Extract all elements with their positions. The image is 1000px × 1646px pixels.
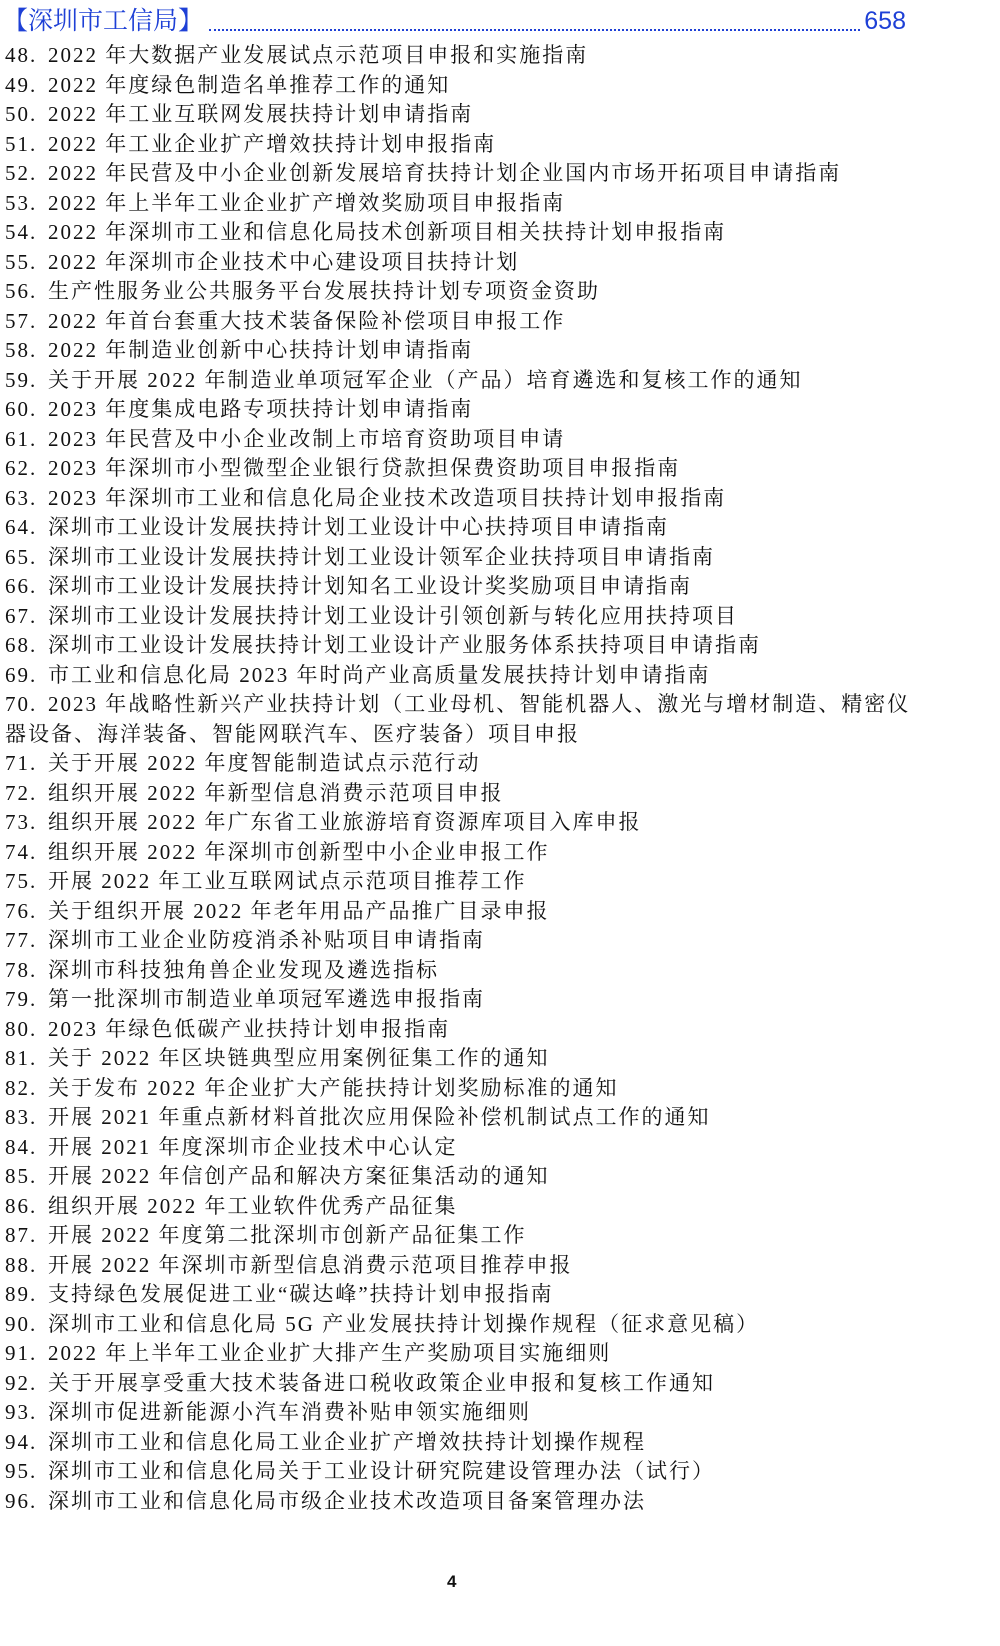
toc-item-number: 62. bbox=[5, 456, 38, 480]
toc-item-title: 深圳市促进新能源小汽车消费补贴申领实施细则 bbox=[48, 1400, 531, 1424]
toc-item bbox=[5, 484, 920, 514]
toc-item-title: 2022 年制造业创新中心扶持计划申请指南 bbox=[48, 338, 474, 362]
toc-item-number: 48. bbox=[5, 43, 38, 67]
toc-item-number: 49. bbox=[5, 72, 38, 97]
toc-item bbox=[5, 307, 920, 337]
toc-item-title: 深圳市科技独角兽企业发现及遴选指标 bbox=[48, 957, 439, 982]
toc-item-title: 深圳市工业和信息化局工业企业扩产增效扶持计划操作规程 bbox=[48, 1429, 646, 1454]
toc-item-number: 50. bbox=[5, 102, 38, 126]
toc-item-title: 生产性服务业公共服务平台发展扶持计划专项资金资助 bbox=[48, 279, 600, 303]
toc-item-title: 深圳市工业设计发展扶持计划工业设计引领创新与转化应用扶持项目 bbox=[48, 603, 738, 628]
toc-item bbox=[5, 1221, 920, 1251]
toc-item-number: 78. bbox=[5, 957, 38, 982]
toc-item-number: 53. bbox=[5, 190, 38, 215]
toc-item bbox=[5, 189, 920, 219]
toc-list bbox=[5, 41, 920, 1516]
toc-item-number: 64. bbox=[5, 515, 38, 539]
toc-item bbox=[5, 1133, 920, 1163]
toc-item bbox=[5, 100, 920, 130]
toc-item-number: 77. bbox=[5, 928, 38, 952]
toc-item-title: 2022 年工业互联网发展扶持计划申请指南 bbox=[48, 102, 474, 126]
toc-item bbox=[5, 1280, 920, 1310]
toc-item-title: 关于组织开展 2022 年老年用品产品推广目录申报 bbox=[48, 898, 550, 923]
toc-item bbox=[5, 41, 920, 71]
toc-item bbox=[5, 926, 920, 956]
toc-item-title: 开展 2022 年信创产品和解决方案征集活动的通知 bbox=[48, 1164, 550, 1188]
toc-item-title: 深圳市工业和信息化局市级企业技术改造项目备案管理办法 bbox=[48, 1488, 646, 1513]
toc-item bbox=[5, 602, 920, 632]
toc-item bbox=[5, 1428, 920, 1458]
toc-item-number: 60. bbox=[5, 397, 38, 421]
toc-item bbox=[5, 956, 920, 986]
toc-item-number: 88. bbox=[5, 1252, 38, 1277]
toc-item-title: 深圳市工业设计发展扶持计划工业设计中心扶持项目申请指南 bbox=[48, 515, 669, 539]
toc-item-title: 深圳市工业和信息化局关于工业设计研究院建设管理办法（试行） bbox=[48, 1459, 715, 1483]
toc-item bbox=[5, 1398, 920, 1428]
toc-item-title: 开展 2022 年工业互联网试点示范项目推荐工作 bbox=[48, 869, 527, 893]
toc-item-number: 51. bbox=[5, 131, 38, 156]
toc-item-title: 组织开展 2022 年新型信息消费示范项目申报 bbox=[48, 780, 504, 805]
toc-item-number: 70. bbox=[5, 692, 38, 716]
toc-item-number: 61. bbox=[5, 426, 38, 451]
toc-item-title: 开展 2021 年重点新材料首批次应用保险补偿机制试点工作的通知 bbox=[48, 1105, 711, 1129]
toc-item-title: 开展 2021 年度深圳市企业技术中心认定 bbox=[48, 1134, 458, 1159]
toc-item-title: 开展 2022 年深圳市新型信息消费示范项目推荐申报 bbox=[48, 1252, 573, 1277]
toc-item bbox=[5, 1044, 920, 1074]
toc-item bbox=[5, 1103, 920, 1133]
toc-item bbox=[5, 1162, 920, 1192]
toc-item bbox=[5, 277, 920, 307]
toc-item bbox=[5, 1487, 920, 1517]
toc-item-title: 市工业和信息化局 2023 年时尚产业高质量发展扶持计划申请指南 bbox=[48, 662, 711, 687]
toc-item-number: 94. bbox=[5, 1429, 38, 1454]
toc-item-number: 91. bbox=[5, 1341, 38, 1365]
toc-item bbox=[5, 1369, 920, 1399]
toc-item-number: 93. bbox=[5, 1400, 38, 1424]
toc-item-title: 深圳市工业设计发展扶持计划知名工业设计奖奖励项目申请指南 bbox=[48, 574, 692, 598]
toc-item bbox=[5, 1339, 920, 1369]
toc-item-number: 74. bbox=[5, 839, 38, 864]
toc-item bbox=[5, 336, 920, 366]
toc-item-number: 72. bbox=[5, 780, 38, 805]
toc-item-title: 2022 年上半年工业企业扩大排产生产奖励项目实施细则 bbox=[48, 1341, 612, 1365]
toc-item-number: 68. bbox=[5, 633, 38, 657]
toc-item-number: 81. bbox=[5, 1046, 38, 1070]
toc-item bbox=[5, 572, 920, 602]
toc-item-number: 52. bbox=[5, 161, 38, 185]
toc-item bbox=[5, 985, 920, 1015]
toc-item-number: 87. bbox=[5, 1223, 38, 1247]
toc-item-title: 2023 年民营及中小企业改制上市培育资助项目申请 bbox=[48, 426, 566, 451]
toc-item-title: 深圳市工业设计发展扶持计划工业设计领军企业扶持项目申请指南 bbox=[48, 544, 715, 569]
toc-item-number: 96. bbox=[5, 1488, 38, 1513]
toc-item-number: 79. bbox=[5, 987, 38, 1011]
page-number: 4 bbox=[447, 1572, 457, 1591]
toc-item-number: 84. bbox=[5, 1134, 38, 1159]
toc-item-title: 2023 年绿色低碳产业扶持计划申报指南 bbox=[48, 1016, 451, 1041]
toc-item-number: 69. bbox=[5, 662, 38, 687]
toc-item bbox=[5, 838, 920, 868]
toc-entry-label: 【深圳市工信局】 bbox=[3, 7, 204, 35]
toc-item bbox=[5, 454, 920, 484]
toc-item-title: 关于开展 2022 年制造业单项冠军企业（产品）培育遴选和复核工作的通知 bbox=[48, 367, 803, 392]
toc-item-number: 59. bbox=[5, 367, 38, 392]
toc-entry-page: 658 bbox=[864, 7, 906, 35]
toc-item-title: 2023 年度集成电路专项扶持计划申请指南 bbox=[48, 397, 474, 421]
toc-item-number: 92. bbox=[5, 1370, 38, 1395]
toc-item bbox=[5, 867, 920, 897]
toc-item bbox=[5, 1310, 920, 1340]
toc-item-title: 组织开展 2022 年广东省工业旅游培育资源库项目入库申报 bbox=[48, 810, 642, 834]
toc-item-number: 55. bbox=[5, 249, 38, 274]
toc-entry-link[interactable] bbox=[3, 4, 906, 38]
toc-item bbox=[5, 1192, 920, 1222]
toc-item bbox=[5, 1074, 920, 1104]
toc-item bbox=[5, 218, 920, 248]
toc-item-title: 2023 年深圳市小型微型企业银行贷款担保费资助项目申报指南 bbox=[48, 456, 681, 480]
toc-item-number: 73. bbox=[5, 810, 38, 834]
toc-item-title: 2022 年民营及中小企业创新发展培育扶持计划企业国内市场开拓项目申请指南 bbox=[48, 161, 842, 185]
toc-item-title: 深圳市工业企业防疫消杀补贴项目申请指南 bbox=[48, 928, 485, 952]
toc-item bbox=[5, 71, 920, 101]
toc-item-title: 2022 年上半年工业企业扩产增效奖励项目申报指南 bbox=[48, 190, 566, 215]
toc-item bbox=[5, 366, 920, 396]
toc-item bbox=[5, 159, 920, 189]
toc-item-number: 90. bbox=[5, 1311, 38, 1336]
toc-item-number: 85. bbox=[5, 1164, 38, 1188]
toc-item-title: 2022 年深圳市企业技术中心建设项目扶持计划 bbox=[48, 249, 520, 274]
toc-item-title: 关于 2022 年区块链典型应用案例征集工作的通知 bbox=[48, 1046, 550, 1070]
toc-item-title: 2022 年大数据产业发展试点示范项目申报和实施指南 bbox=[48, 43, 589, 67]
toc-item bbox=[5, 1457, 920, 1487]
toc-item-title: 2022 年首台套重大技术装备保险补偿项目申报工作 bbox=[48, 308, 566, 333]
toc-item-title: 深圳市工业设计发展扶持计划工业设计产业服务体系扶持项目申请指南 bbox=[48, 633, 761, 657]
toc-item-number: 57. bbox=[5, 308, 38, 333]
toc-item-title: 2022 年深圳市工业和信息化局技术创新项目相关扶持计划申报指南 bbox=[48, 220, 727, 244]
toc-item-number: 80. bbox=[5, 1016, 38, 1041]
toc-item-title: 关于发布 2022 年企业扩大产能扶持计划奖励标准的通知 bbox=[48, 1075, 619, 1100]
toc-item bbox=[5, 661, 920, 691]
toc-item-number: 95. bbox=[5, 1459, 38, 1483]
dot-leader bbox=[209, 29, 860, 31]
toc-item bbox=[5, 749, 920, 779]
toc-item-number: 58. bbox=[5, 338, 38, 362]
toc-item bbox=[5, 779, 920, 809]
toc-item-number: 75. bbox=[5, 869, 38, 893]
toc-item bbox=[5, 513, 920, 543]
toc-item bbox=[5, 1251, 920, 1281]
toc-item-title: 2022 年工业企业扩产增效扶持计划申报指南 bbox=[48, 131, 497, 156]
toc-item bbox=[5, 395, 920, 425]
toc-item-number: 65. bbox=[5, 544, 38, 569]
toc-item-number: 67. bbox=[5, 603, 38, 628]
toc-item bbox=[5, 130, 920, 160]
toc-item-title: 组织开展 2022 年工业软件优秀产品征集 bbox=[48, 1193, 458, 1218]
toc-item-title: 深圳市工业和信息化局 5G 产业发展扶持计划操作规程（征求意见稿） bbox=[48, 1311, 760, 1336]
toc-item-title: 第一批深圳市制造业单项冠军遴选申报指南 bbox=[48, 987, 485, 1011]
toc-item bbox=[5, 425, 920, 455]
toc-item-number: 54. bbox=[5, 220, 38, 244]
toc-item-title: 关于开展享受重大技术装备进口税收政策企业申报和复核工作通知 bbox=[48, 1370, 715, 1395]
toc-item bbox=[5, 690, 920, 749]
toc-item-number: 63. bbox=[5, 485, 38, 510]
toc-item bbox=[5, 631, 920, 661]
toc-item bbox=[5, 543, 920, 573]
toc-item bbox=[5, 248, 920, 278]
toc-item-title: 2023 年战略性新兴产业扶持计划（工业母机、智能机器人、激光与增材制造、精密仪器设备、海洋装备、智能网联汽车、医疗装备）项目申报 bbox=[5, 692, 911, 746]
toc-item-number: 89. bbox=[5, 1282, 38, 1306]
toc-item-number: 76. bbox=[5, 898, 38, 923]
toc-item bbox=[5, 1015, 920, 1045]
toc-item-title: 开展 2022 年度第二批深圳市创新产品征集工作 bbox=[48, 1223, 527, 1247]
toc-item-title: 关于开展 2022 年度智能制造试点示范行动 bbox=[48, 751, 481, 775]
toc-item-number: 56. bbox=[5, 279, 38, 303]
toc-item-title: 支持绿色发展促进工业“碳达峰”扶持计划申报指南 bbox=[48, 1282, 554, 1306]
toc-item-title: 2022 年度绿色制造名单推荐工作的通知 bbox=[48, 72, 451, 97]
toc-item-number: 83. bbox=[5, 1105, 38, 1129]
toc-item bbox=[5, 897, 920, 927]
toc-item-number: 71. bbox=[5, 751, 38, 775]
toc-item-number: 86. bbox=[5, 1193, 38, 1218]
toc-item-title: 组织开展 2022 年深圳市创新型中小企业申报工作 bbox=[48, 839, 550, 864]
toc-item-number: 82. bbox=[5, 1075, 38, 1100]
toc-item-number: 66. bbox=[5, 574, 38, 598]
toc-item-title: 2023 年深圳市工业和信息化局企业技术改造项目扶持计划申报指南 bbox=[48, 485, 727, 510]
toc-item bbox=[5, 808, 920, 838]
